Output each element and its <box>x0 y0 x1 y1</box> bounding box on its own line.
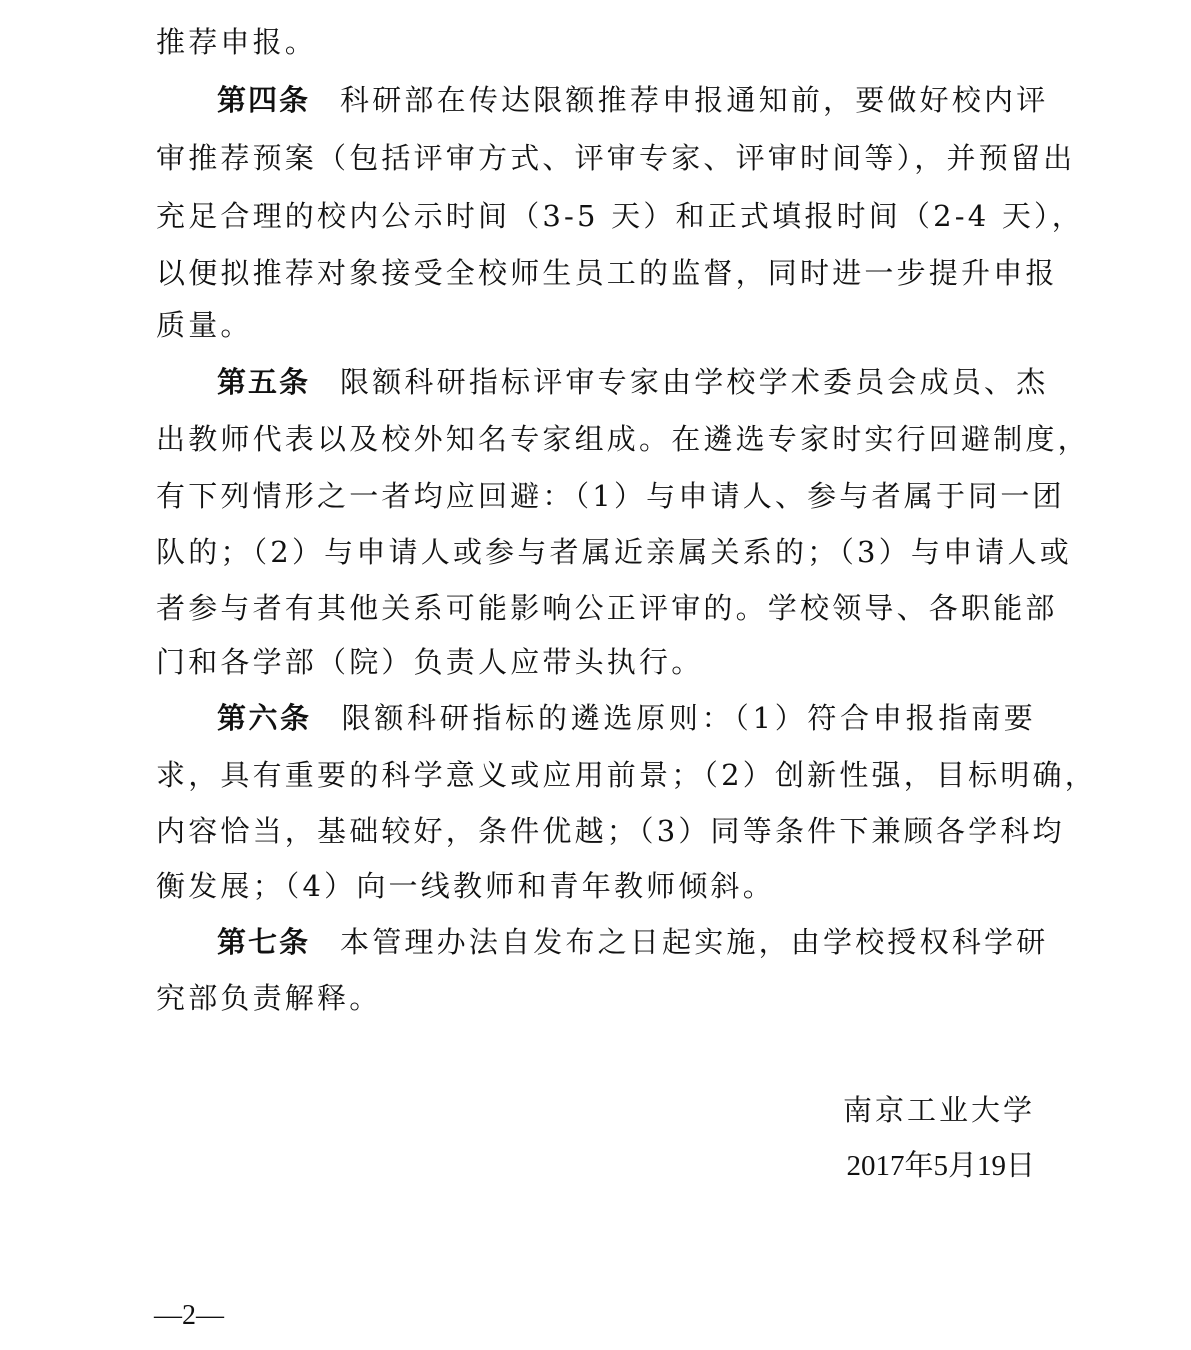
issuer-signature: 南京工业大学 <box>842 1093 1035 1127</box>
paragraph-line: 队的；（2）与申请人或参与者属近亲属关系的；（3）与申请人或 <box>156 535 1072 569</box>
article-4-first-line <box>217 80 1049 120</box>
paragraph-text: 限额科研指标评审专家由学校学术委员会成员、杰 <box>340 365 1049 399</box>
paragraph-line: 者参与者有其他关系可能影响公正评审的。学校领导、各职能部 <box>156 591 1058 625</box>
article-6-heading: 第六条 <box>217 701 312 735</box>
paragraph-line: 求，具有重要的科学意义或应用前景；（2）创新性强，目标明确， <box>156 758 1097 792</box>
paragraph-line: 质量。 <box>156 308 253 342</box>
page-number: —2— <box>154 1300 224 1331</box>
paragraph-line: 究部负责解释。 <box>156 981 382 1015</box>
article-5-first-line <box>217 362 1049 402</box>
paragraph-text: 本管理办法自发布之日起实施，由学校授权科学研 <box>340 925 1049 959</box>
issue-date: 2017年5月19日 <box>846 1150 1035 1182</box>
paragraph-text: 限额科研指标的遴选原则：（1）符合申报指南要 <box>341 701 1036 735</box>
article-7-first-line <box>217 922 1049 962</box>
paragraph-line: 衡发展；（4）向一线教师和青年教师倾斜。 <box>156 869 775 903</box>
paragraph-line: 充足合理的校内公示时间（3-5 天）和正式填报时间（2-4 天）， <box>156 199 1084 233</box>
article-4-heading: 第四条 <box>217 83 311 117</box>
paragraph-line: 审推荐预案（包括评审方式、评审专家、评审时间等），并预留出 <box>156 141 1076 175</box>
article-6-first-line <box>217 698 1036 738</box>
paragraph-text: 科研部在传达限额推荐申报通知前，要做好校内评 <box>340 83 1049 117</box>
article-5-heading: 第五条 <box>217 365 311 399</box>
paragraph-line: 内容恰当，基础较好，条件优越；（3）同等条件下兼顾各学科均 <box>156 814 1065 848</box>
paragraph-line: 推荐申报。 <box>156 25 318 59</box>
article-7-heading: 第七条 <box>217 925 311 959</box>
paragraph-line: 门和各学部（院）负责人应带头执行。 <box>156 645 704 679</box>
paragraph-line: 有下列情形之一者均应回避：（1）与申请人、参与者属于同一团 <box>156 479 1065 513</box>
paragraph-line: 以便拟推荐对象接受全校师生员工的监督，同时进一步提升申报 <box>156 256 1058 290</box>
paragraph-line: 出教师代表以及校外知名专家组成。在遴选专家时实行回避制度， <box>156 422 1090 456</box>
